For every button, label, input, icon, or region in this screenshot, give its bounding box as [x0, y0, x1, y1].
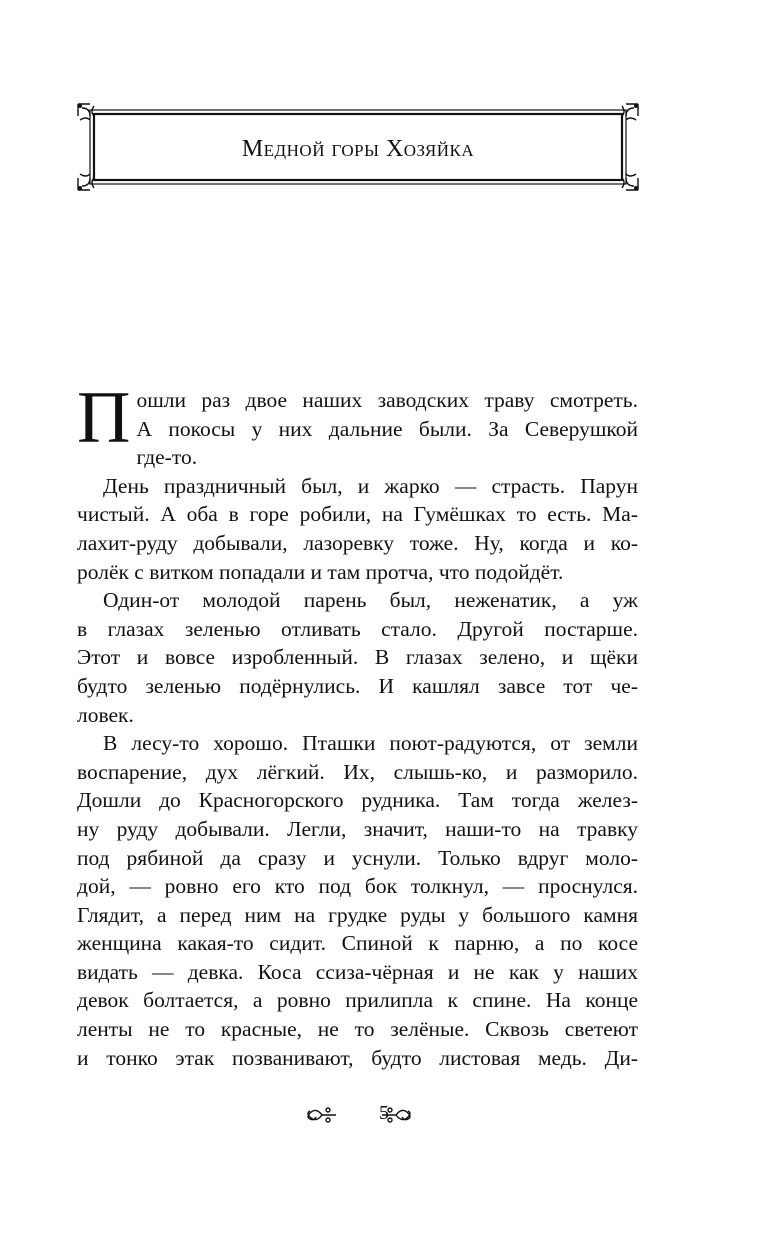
- text-line: ловек.: [77, 702, 134, 727]
- text-line: Один-от молодой парень был, неженатик, а уж: [103, 588, 638, 613]
- text-line: и тонко этак позванивают, будто листовая медь. Ди-: [77, 1045, 638, 1070]
- text-line: чистый. А оба в горе робили, на Гумёшках то есть. Ма-: [77, 502, 638, 527]
- paragraph-first: [77, 377, 638, 472]
- text-line: ленты не то красные, не то зелёные. Сквозь светеют: [77, 1017, 638, 1042]
- text-line: Глядит, а перед ним на грудке руды у большого камня: [77, 902, 638, 927]
- text-line: дой, — ровно его кто под бок толкнул, — проснулся.: [77, 874, 638, 899]
- page-number: 5: [379, 1102, 389, 1124]
- story-text: [77, 377, 638, 1072]
- paragraph: [77, 472, 638, 586]
- text-line: девок болтается, а ровно прилипла к спине. На конце: [77, 988, 638, 1013]
- text-line: в глазах зеленью отливать стало. Другой постарше.: [77, 616, 638, 641]
- text-line: ошли раз двое наших заводских траву смотреть.: [136, 388, 638, 412]
- text-line: ролёк с витком попадали и там протча, что подойдёт.: [77, 559, 564, 584]
- page-footer: [0, 1096, 768, 1136]
- text-line: ну руду добывали. Легли, значит, наши-то на травку: [77, 816, 638, 841]
- chapter-header-frame: [76, 102, 640, 192]
- text-line: где-то.: [136, 445, 198, 470]
- text-line: женщина какая-то сидит. Спиной к парню, а по косе: [77, 931, 638, 956]
- text-line: под рябиной да сразу и уснули. Только вдруг моло-: [77, 845, 638, 870]
- text-line: будто зеленью подёрнулись. И кашлял завсе тот че-: [77, 673, 638, 698]
- text-line: В лесу-то хорошо. Пташки поют-радуются, от земли: [103, 731, 638, 756]
- drop-cap: П: [77, 377, 131, 459]
- text-line: День праздничный был, и жарко — страсть. Парун: [103, 473, 638, 498]
- text-line: Этот и вовсе изробленный. В глазах зелено, и щёки: [77, 645, 638, 670]
- paragraph: [77, 729, 638, 1072]
- ornament-right-icon: [380, 1104, 414, 1126]
- text-line: Дошли до Красногорского рудника. Там тогда желез-: [77, 788, 638, 813]
- paragraph-list: [77, 472, 638, 1072]
- text-line: лахит-руду добывали, лазоревку тоже. Ну, когда и ко-: [77, 530, 638, 555]
- text-line: видать — девка. Коса ссиза-чёрная и не как у наших: [77, 959, 638, 984]
- chapter-title: Медной горы Хозяйка: [241, 136, 475, 162]
- paragraph: [77, 586, 638, 729]
- text-line: воспарение, дух лёгкий. Их, слышь-ко, и разморило.: [77, 759, 638, 784]
- text-line: А покосы у них дальние были. За Северушкой: [136, 416, 638, 441]
